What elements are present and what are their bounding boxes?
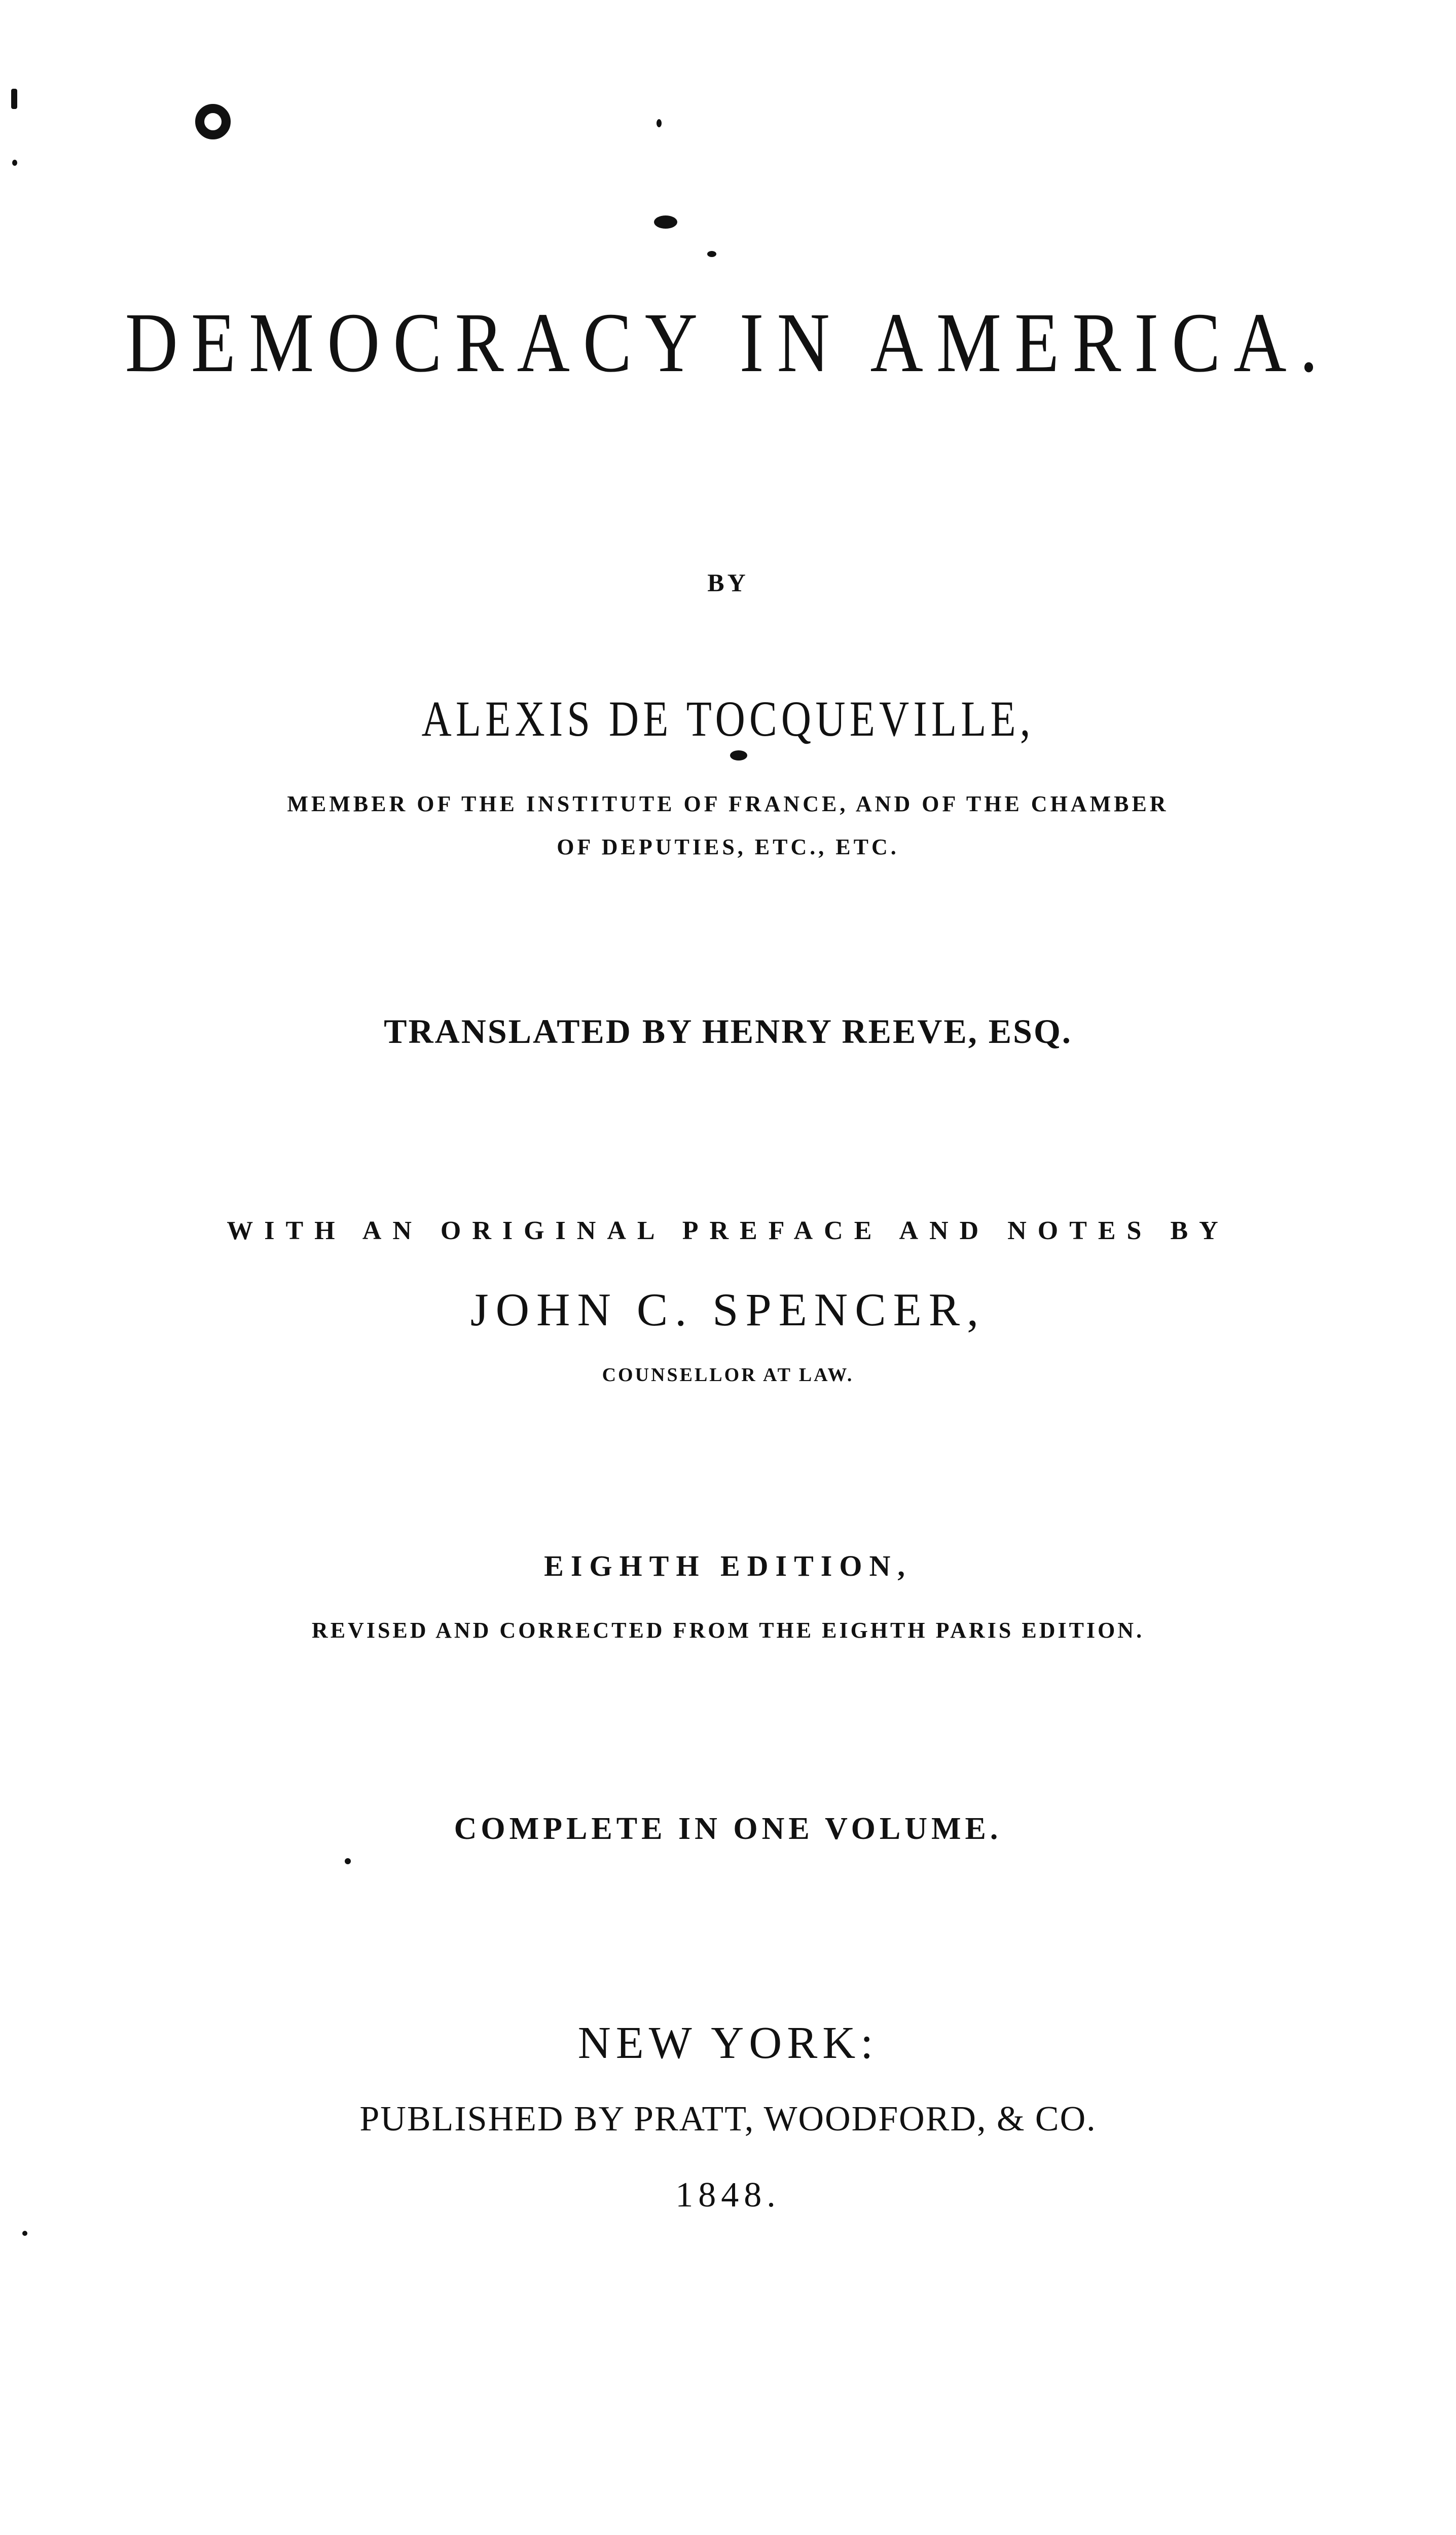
author-name: ALEXIS DE TOCQUEVILLE, (421, 691, 1035, 747)
ink-speck (654, 215, 677, 229)
edition-name: EIGHTH EDITION, (544, 1549, 912, 1582)
preface-intro: WITH AN ORIGINAL PREFACE AND NOTES BY (227, 1216, 1229, 1245)
ink-speck (657, 119, 662, 127)
ink-speck (730, 750, 747, 760)
ink-speck (345, 1858, 351, 1864)
imprint-city: NEW YORK: (577, 2018, 879, 2068)
preface-author-title: COUNSELLOR AT LAW. (602, 1364, 854, 1386)
ink-speck (11, 89, 17, 109)
imprint-year: 1848. (675, 2176, 781, 2215)
author-affiliation-line-2: OF DEPUTIES, ETC., ETC. (557, 835, 899, 859)
translator-line: TRANSLATED BY HENRY REEVE, ESQ. (384, 1012, 1072, 1051)
preface-author-name: JOHN C. SPENCER, (470, 1284, 986, 1335)
ink-speck (22, 2231, 27, 2236)
imprint-publisher: PUBLISHED BY PRATT, WOODFORD, & CO. (359, 2099, 1097, 2139)
library-stamp-mark (195, 104, 231, 139)
edition-note: REVISED AND CORRECTED FROM THE EIGHTH PARIS EDITION. (311, 1618, 1145, 1643)
ink-speck (707, 251, 716, 257)
ink-speck (12, 160, 17, 166)
volume-note: COMPLETE IN ONE VOLUME. (454, 1812, 1002, 1846)
by-line: BY (707, 568, 749, 597)
author-affiliation-line-1: MEMBER OF THE INSTITUTE OF FRANCE, AND OF THE CHAMBER (287, 791, 1169, 816)
book-title: DEMOCRACY IN AMERICA. (125, 296, 1331, 390)
